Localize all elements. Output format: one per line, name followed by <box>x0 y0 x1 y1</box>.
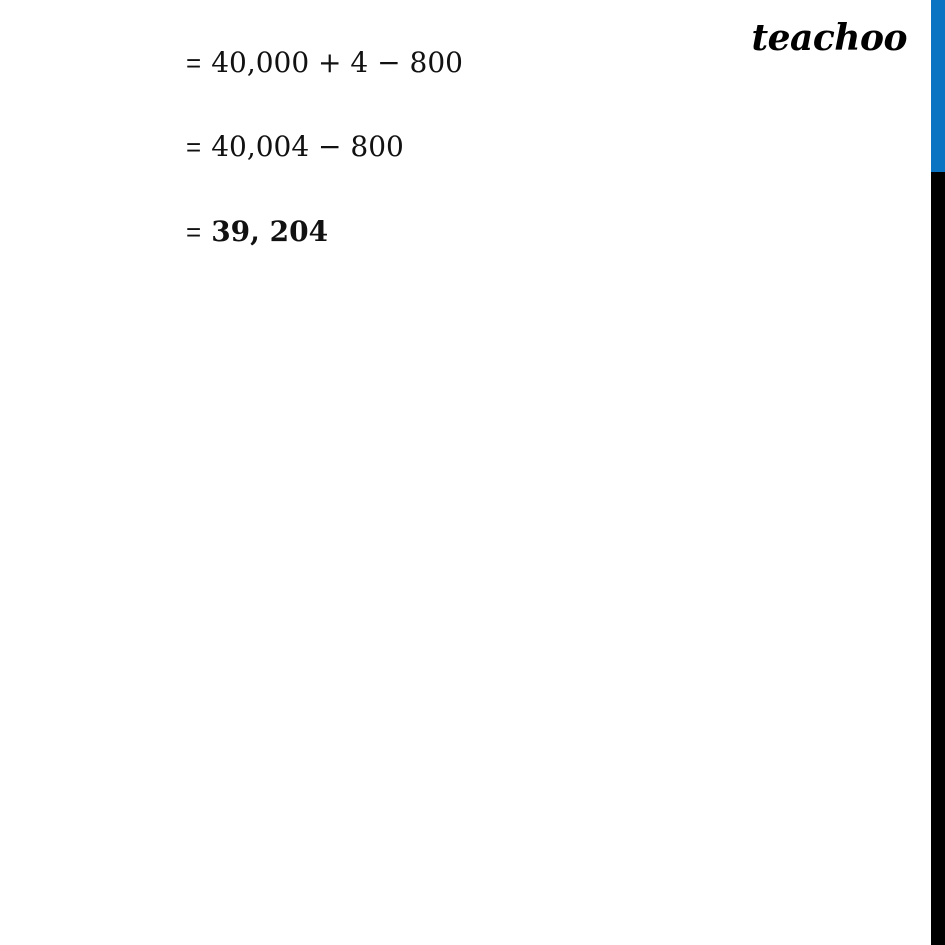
equals-sign: = <box>186 217 202 247</box>
step-expression: 40,004 − 800 <box>211 130 404 163</box>
sidebar-accent-strip <box>931 0 945 172</box>
equals-sign: = <box>186 48 202 78</box>
step-expression: 40,000 + 4 − 800 <box>211 46 463 79</box>
solution-step-2 <box>186 130 404 164</box>
solution-step-1 <box>186 46 463 80</box>
final-answer-value: 39, 204 <box>211 215 329 248</box>
equals-sign: = <box>186 132 202 162</box>
teachoo-logo: teachoo <box>751 17 907 59</box>
right-sidebar-bar <box>931 0 945 945</box>
solution-final-answer <box>186 215 328 249</box>
